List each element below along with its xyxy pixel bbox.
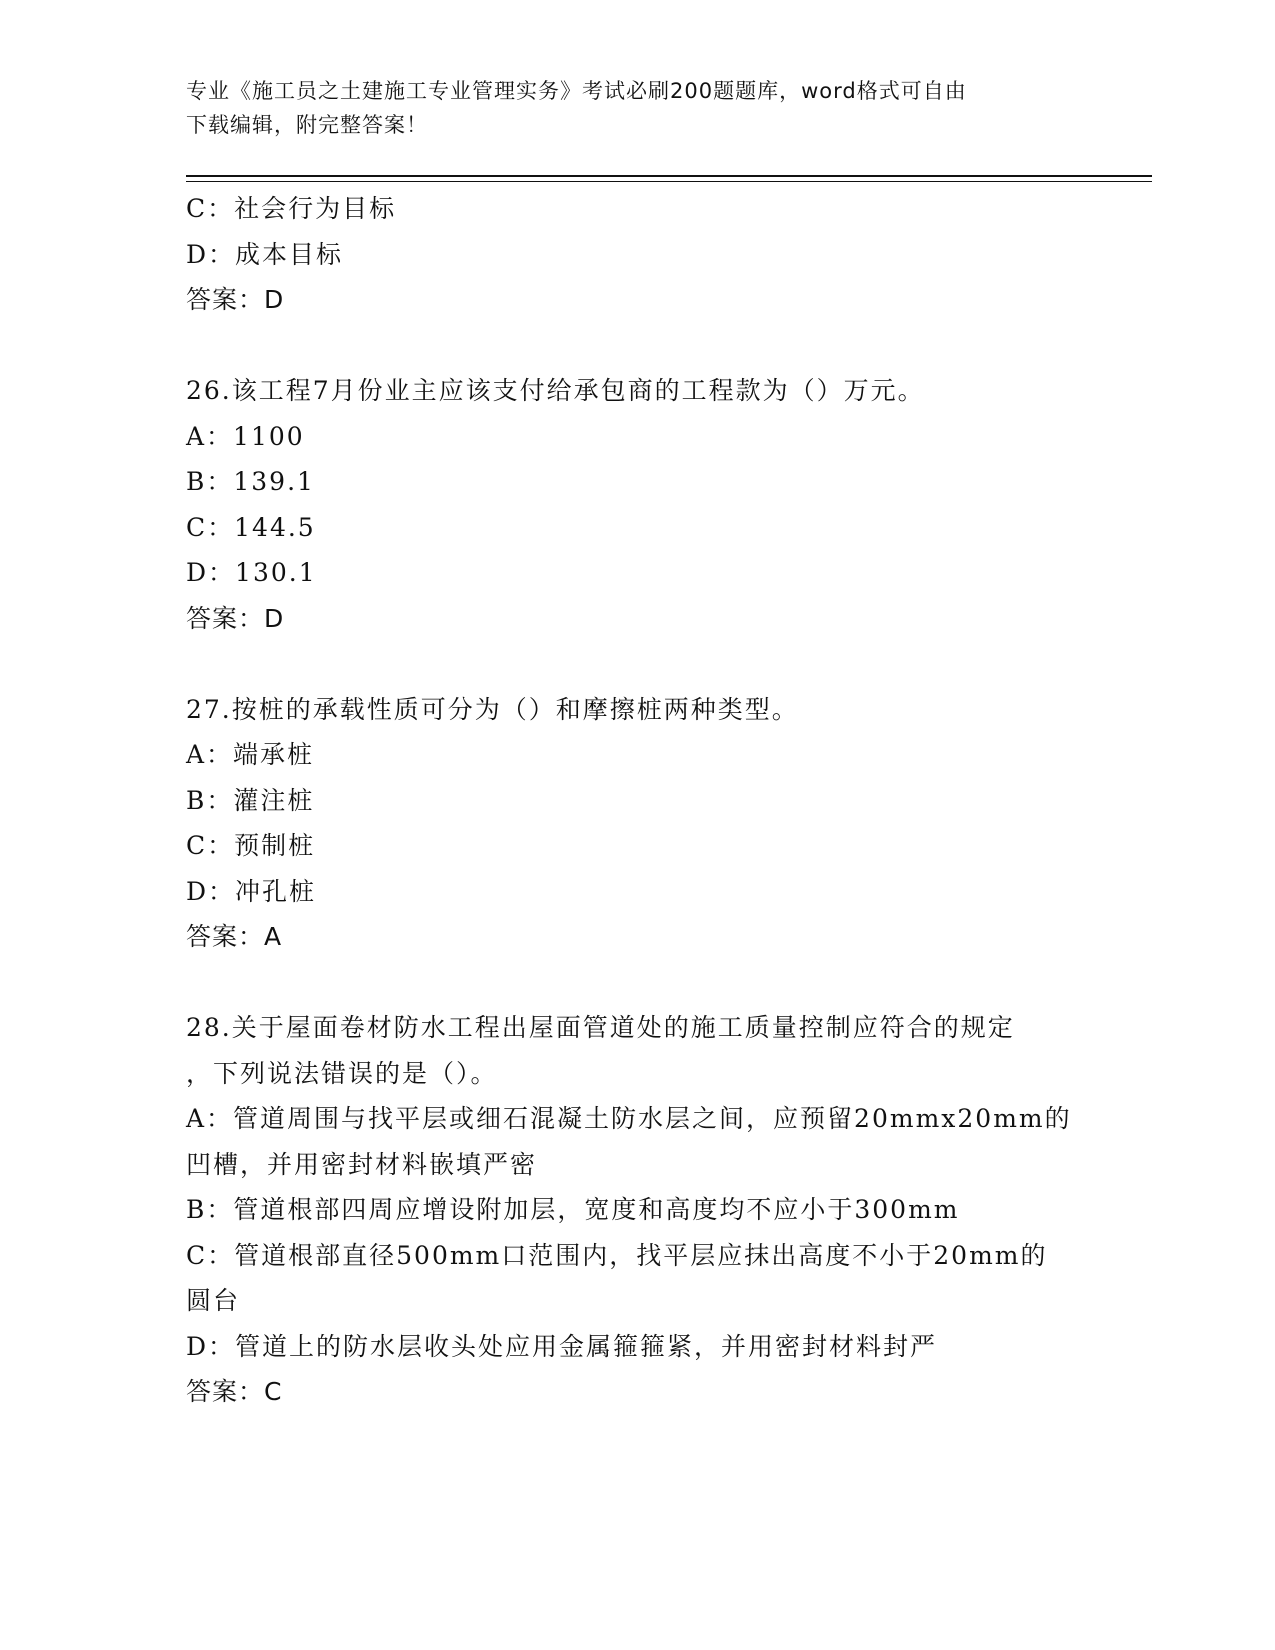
- answer: 答案：C: [186, 1377, 283, 1406]
- spacer: [186, 323, 1086, 369]
- question-text: 27.按桩的承载性质可分为（）和摩擦桩两种类型。: [186, 694, 799, 724]
- option-c: C：社会行为目标: [186, 194, 397, 223]
- question-28: [186, 1005, 1086, 1415]
- option-d: D：冲孔桩: [186, 876, 317, 906]
- question-27: [186, 687, 1086, 960]
- header-divider-thick: [186, 175, 1152, 177]
- option-c: C：144.5: [186, 512, 316, 542]
- question-text-line-2: ，下列说法错误的是（）。: [186, 1058, 498, 1088]
- question-text-line-1: 28.关于屋面卷材防水工程出屋面管道处的施工质量控制应符合的规定: [186, 1013, 1015, 1042]
- option-c-line-2: 圆台: [186, 1286, 241, 1315]
- header-divider-thin: [186, 181, 1152, 182]
- header-line-1: 专业《施工员之土建施工专业管理实务》考试必刷200题题库，word格式可自由: [186, 79, 967, 103]
- answer: 答案：D: [186, 285, 285, 314]
- option-c-line-1: C：管道根部直径500mm口范围内，找平层应抹出高度不小于20mm的: [186, 1240, 1048, 1270]
- option-d: D：130.1: [186, 558, 317, 587]
- question-text: 26.该工程7月份业主应该支付给承包商的工程款为（）万元。: [186, 376, 925, 405]
- option-a-line-2: 凹槽，并用密封材料嵌填严密: [186, 1149, 538, 1179]
- option-a: A：端承桩: [186, 740, 315, 769]
- question-list: [186, 186, 1086, 1415]
- option-b: B：139.1: [186, 467, 315, 496]
- header-line-2: 下载编辑，附完整答案！: [186, 113, 428, 137]
- option-d: D：成本目标: [186, 239, 344, 269]
- spacer: [186, 960, 1086, 1006]
- answer: 答案：A: [186, 922, 283, 951]
- option-a: A：1100: [186, 421, 305, 451]
- document-header: [186, 74, 1066, 142]
- question-26: [186, 368, 1086, 641]
- question-25-continued: [186, 186, 1086, 323]
- answer: 答案：D: [186, 603, 285, 633]
- spacer: [186, 641, 1086, 687]
- option-d: D：管道上的防水层收头处应用金属箍箍紧，并用密封材料封严: [186, 1331, 938, 1361]
- option-a-line-1: A：管道周围与找平层或细石混凝土防水层之间，应预留20mmx20mm的: [186, 1104, 1072, 1133]
- option-b: B：管道根部四周应增设附加层，宽度和高度均不应小于300mm: [186, 1195, 960, 1224]
- option-b: B：灌注桩: [186, 785, 315, 815]
- option-c: C：预制桩: [186, 831, 316, 860]
